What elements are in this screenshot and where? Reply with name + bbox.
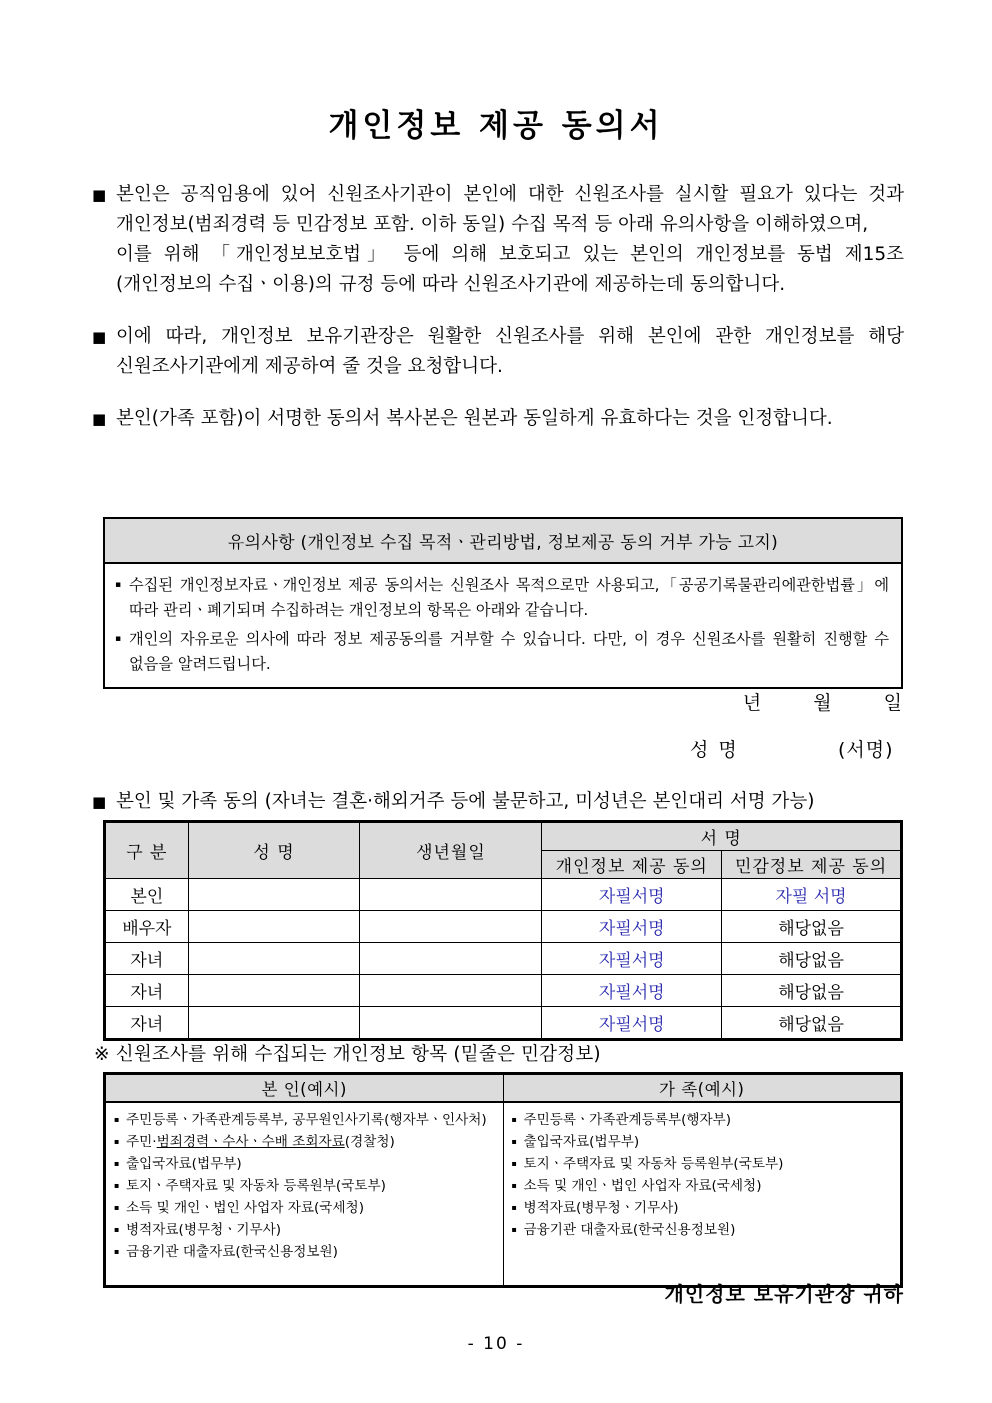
cell-signature-sensitive: 해당없음 bbox=[722, 1007, 901, 1039]
bullet-small-square-icon: ▪ bbox=[114, 1115, 120, 1124]
clause-line: 본인(가족 포함)이 서명한 동의서 복사본은 원본과 동일하게 유효하다는 것을 인정합니다. bbox=[116, 408, 833, 429]
list-item-text: 병적자료(병무청ㆍ기무사) bbox=[523, 1200, 679, 1216]
consent-section-heading-text: 본인 및 가족 동의 (자녀는 결혼·해외거주 등에 불문하고, 미성년은 본인대리 서명 가능) bbox=[116, 791, 815, 812]
collected-items-table bbox=[103, 1072, 903, 1288]
list-item-text: 주민등록ㆍ가족관계등록부, 공무원인사기록(행자부ㆍ인사처) bbox=[126, 1112, 487, 1128]
col-header-category: 구 분 bbox=[106, 823, 189, 879]
clause-item bbox=[92, 180, 904, 300]
clause-text bbox=[116, 180, 904, 300]
list-item bbox=[114, 1153, 497, 1175]
col-header-birthdate: 생년월일 bbox=[360, 823, 542, 879]
cell-birthdate[interactable] bbox=[360, 879, 542, 911]
cell-signature-sensitive: 해당없음 bbox=[722, 975, 901, 1007]
table-header-row bbox=[106, 823, 901, 851]
list-item bbox=[114, 1131, 497, 1153]
bullet-small-square-icon: ▪ bbox=[511, 1137, 517, 1146]
notice-item bbox=[115, 627, 889, 677]
bullet-small-square-icon: ▪ bbox=[114, 1247, 120, 1256]
list-item-text: 출입국자료(법무부) bbox=[523, 1134, 640, 1150]
cell-signature-sensitive[interactable]: 자필 서명 bbox=[722, 879, 901, 911]
bullet-small-square-icon: ▪ bbox=[114, 1181, 120, 1190]
clause-item bbox=[92, 404, 904, 434]
table-row bbox=[106, 943, 901, 975]
cell-birthdate[interactable] bbox=[360, 975, 542, 1007]
list-item bbox=[512, 1219, 895, 1241]
col-header-signature-sensitive: 민감정보 제공 동의 bbox=[722, 851, 901, 879]
cell-category: 배우자 bbox=[106, 911, 189, 943]
col-header-name: 성 명 bbox=[188, 823, 360, 879]
signer-signature-label: (서명) bbox=[838, 739, 894, 761]
notice-box bbox=[103, 517, 903, 689]
page-number: - 10 - bbox=[467, 1334, 525, 1354]
clause-line: 본인은 공직임용에 있어 신원조사기관이 본인에 대한 신원조사를 실시할 필요가 있다는 것과 개인정보(범죄경력 등 민감정보 포함. 이하 동일) 수집 목적 등 아래 유의사항을 이해하였으며, bbox=[116, 184, 904, 235]
cell-birthdate[interactable] bbox=[360, 943, 542, 975]
col-header-self: 본 인(예시) bbox=[106, 1075, 504, 1103]
list-item bbox=[512, 1197, 895, 1219]
clause-item bbox=[92, 322, 904, 382]
list-item bbox=[114, 1241, 497, 1263]
bullet-square-icon: ■ bbox=[92, 410, 107, 428]
bullet-small-square-icon: ▪ bbox=[114, 1203, 120, 1212]
addressee-line: 개인정보 보유기관장 귀하 bbox=[664, 1282, 904, 1306]
list-item-text: 출입국자료(법무부) bbox=[126, 1156, 242, 1172]
clause-list bbox=[92, 180, 904, 456]
cell-birthdate[interactable] bbox=[360, 1007, 542, 1039]
notice-item-text: 수집된 개인정보자료ㆍ개인정보 제공 동의서는 신원조사 목적으로만 사용되고,「공공기록물관리에관한법률」에 따라 관리ㆍ폐기되며 수집하려는 개인정보의 항목은 아래와 같습니다. bbox=[129, 576, 889, 619]
list-item-text: 금융기관 대출자료(한국신용정보원) bbox=[126, 1244, 338, 1260]
bullet-small-square-icon: ▪ bbox=[511, 1225, 517, 1234]
cell-category: 자녀 bbox=[106, 1007, 189, 1039]
cell-name[interactable] bbox=[188, 879, 360, 911]
cell-name[interactable] bbox=[188, 943, 360, 975]
consent-section-heading bbox=[92, 787, 922, 813]
list-item-text: 병적자료(병무청ㆍ기무사) bbox=[126, 1222, 282, 1238]
list-item-text: 주민·범죄경력ㆍ수사ㆍ수배 조회자료(경찰청) bbox=[126, 1134, 395, 1150]
bullet-small-square-icon: ▪ bbox=[511, 1159, 517, 1168]
notice-box-header: 유의사항 (개인정보 수집 목적ㆍ관리방법, 정보제공 동의 거부 가능 고지) bbox=[105, 519, 901, 564]
page-title: 개인정보 제공 동의서 bbox=[328, 108, 664, 144]
clause-text bbox=[116, 404, 904, 434]
cell-category: 자녀 bbox=[106, 943, 189, 975]
bullet-small-square-icon: ▪ bbox=[511, 1181, 517, 1190]
list-item-text: 토지ㆍ주택자료 및 자동차 등록원부(국토부) bbox=[523, 1156, 784, 1172]
date-year-label: 년 bbox=[742, 692, 764, 714]
notice-box-body bbox=[105, 564, 901, 687]
bullet-square-icon: ■ bbox=[92, 186, 107, 204]
clause-text bbox=[116, 322, 904, 382]
list-item-text: 소득 및 개인ㆍ법인 사업자 자료(국세청) bbox=[126, 1200, 364, 1216]
bullet-small-square-icon: ▪ bbox=[114, 1137, 120, 1146]
cell-signature-personal[interactable]: 자필서명 bbox=[542, 1007, 722, 1039]
cell-category: 본인 bbox=[106, 879, 189, 911]
table-row bbox=[106, 975, 901, 1007]
bullet-small-square-icon: ▪ bbox=[114, 1225, 120, 1234]
list-item bbox=[512, 1109, 895, 1131]
notice-item bbox=[115, 573, 889, 623]
col-header-signature-group: 서 명 bbox=[542, 823, 901, 851]
cell-category: 자녀 bbox=[106, 975, 189, 1007]
list-item-text: 소득 및 개인ㆍ법인 사업자 자료(국세청) bbox=[523, 1178, 762, 1194]
cell-signature-personal[interactable]: 자필서명 bbox=[542, 879, 722, 911]
list-item-text: 주민등록ㆍ가족관계등록부(행자부) bbox=[523, 1112, 732, 1128]
cell-signature-personal[interactable]: 자필서명 bbox=[542, 943, 722, 975]
list-item bbox=[512, 1153, 895, 1175]
cell-family-items bbox=[503, 1102, 901, 1286]
table-header-row bbox=[106, 1075, 901, 1103]
bullet-square-icon: ■ bbox=[92, 793, 107, 811]
list-item bbox=[114, 1109, 497, 1131]
cell-self-items bbox=[106, 1102, 504, 1286]
cell-name[interactable] bbox=[188, 1007, 360, 1039]
clause-line: 이를 위해 「개인정보보호법」 등에 의해 보호되고 있는 본인의 개인정보를 동법 제15조(개인정보의 수집ㆍ이용)의 규정 등에 따라 신원조사기관에 제공하는데 동의합니다. bbox=[116, 244, 904, 295]
list-item-text: 금융기관 대출자료(한국신용정보원) bbox=[523, 1222, 736, 1238]
clause-line: 이에 따라, 개인정보 보유기관장은 원활한 신원조사를 위해 본인에 관한 개인정보를 해당 신원조사기관에게 제공하여 줄 것을 요청합니다. bbox=[116, 326, 904, 377]
list-item bbox=[512, 1175, 895, 1197]
cell-signature-sensitive: 해당없음 bbox=[722, 943, 901, 975]
table-row bbox=[106, 879, 901, 911]
list-item bbox=[114, 1197, 497, 1219]
cell-signature-personal[interactable]: 자필서명 bbox=[542, 911, 722, 943]
bullet-small-square-icon: ▪ bbox=[115, 634, 122, 644]
table-row bbox=[106, 1007, 901, 1039]
date-day-label: 일 bbox=[883, 692, 904, 714]
cell-name[interactable] bbox=[188, 911, 360, 943]
bullet-small-square-icon: ▪ bbox=[115, 580, 122, 590]
bullet-square-icon: ■ bbox=[92, 328, 107, 346]
list-item bbox=[114, 1219, 497, 1241]
list-item bbox=[114, 1175, 497, 1197]
family-consent-table bbox=[103, 820, 903, 1041]
cell-signature-personal[interactable]: 자필서명 bbox=[542, 975, 722, 1007]
table-row bbox=[106, 1102, 901, 1286]
bullet-small-square-icon: ▪ bbox=[511, 1203, 517, 1212]
date-month-label: 월 bbox=[813, 692, 834, 714]
cell-name[interactable] bbox=[188, 975, 360, 1007]
col-header-family: 가 족(예시) bbox=[503, 1075, 901, 1103]
notice-item-text: 개인의 자유로운 의사에 따라 정보 제공동의를 거부할 수 있습니다. 다만, 이 경우 신원조사를 원활히 진행할 수 없음을 알려드립니다. bbox=[129, 630, 889, 673]
table-row bbox=[106, 911, 901, 943]
date-line bbox=[0, 688, 992, 715]
cell-birthdate[interactable] bbox=[360, 911, 542, 943]
collected-items-heading: ※ 신원조사를 위해 수집되는 개인정보 항목 (밑줄은 민감정보) bbox=[94, 1044, 601, 1065]
bullet-small-square-icon: ▪ bbox=[511, 1115, 517, 1124]
list-item bbox=[512, 1131, 895, 1153]
cell-signature-sensitive: 해당없음 bbox=[722, 911, 901, 943]
signer-name-label: 성 명 bbox=[690, 739, 739, 761]
col-header-signature-personal: 개인정보 제공 동의 bbox=[542, 851, 722, 879]
bullet-small-square-icon: ▪ bbox=[114, 1159, 120, 1168]
list-item-text: 토지ㆍ주택자료 및 자동차 등록원부(국토부) bbox=[126, 1178, 386, 1194]
